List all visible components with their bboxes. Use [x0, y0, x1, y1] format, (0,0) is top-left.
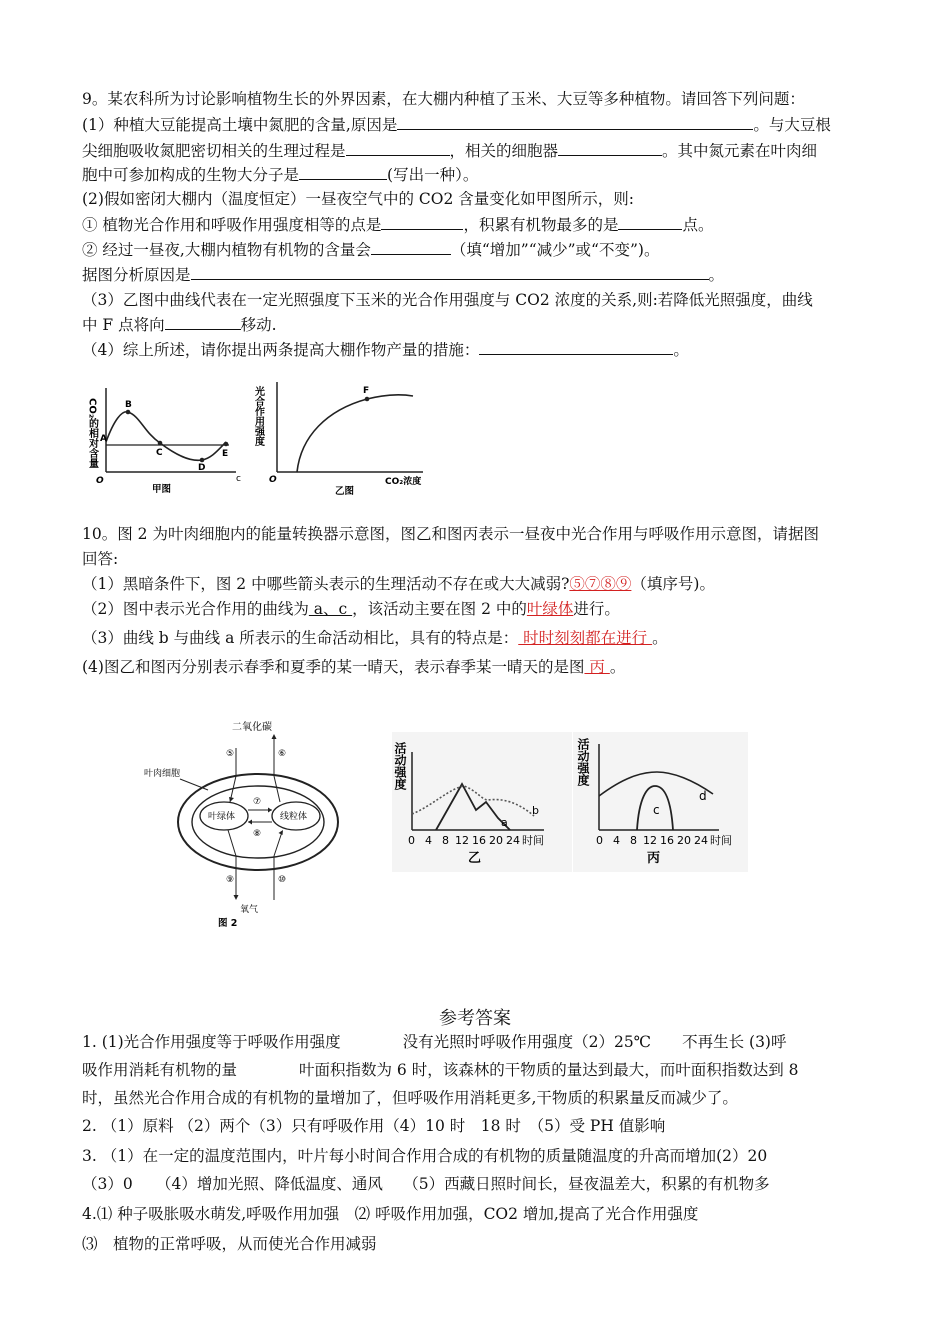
q9-line-11	[82, 338, 689, 361]
bing-ylabel: 活动强度	[576, 738, 590, 786]
yi-activity-label-a: a	[501, 816, 508, 829]
yi-activity-tick: 12	[455, 834, 469, 847]
q9-line-8	[82, 263, 724, 286]
q9-line-1: 9。某农科所为讨论影响植物生长的外界因素，在大棚内种植了玉米、大豆等多种植物。请回答下列问题：	[82, 90, 805, 108]
q10-text: （填序号)。	[631, 575, 715, 593]
jia-curve	[106, 412, 229, 461]
q10-text: ，该活动主要在图 2 中的	[352, 600, 527, 618]
q9-text: 据图分析原因是	[82, 266, 191, 284]
q9-text: 胞中可参加构成的生物大分子是	[82, 166, 300, 184]
q9-text: 尖细胞吸收氮肥密切相关的生理过程是	[82, 142, 346, 160]
q9-text: （填“增加”“减少”或“不变”)。	[450, 241, 660, 259]
q9-text: ① 植物光合作用和呼吸作用强度相等的点是	[82, 216, 382, 234]
fig2-num-10: ⑩	[278, 875, 287, 885]
jia-point-c	[158, 441, 163, 446]
answer-blank[interactable]	[346, 139, 450, 156]
bing-tick: 8	[630, 834, 637, 847]
q10-text: (4)图乙和图丙分别表示春季和夏季的某一晴天，表示春季某一晴天的是图	[82, 658, 585, 676]
answer-3-line-1: 3. （1）在一定的温度范围内，叶片每小时间合作用合成的有机物的质量随温度的升高而增加(2）20	[82, 1147, 768, 1165]
fig2-caption: 图 2	[218, 918, 238, 929]
q10-answer-2b: 叶绿体	[526, 600, 574, 618]
bing-tick: 20	[677, 834, 691, 847]
fig2-mitochondria-label: 线粒体	[280, 812, 308, 822]
fig2-cell-pointer	[180, 779, 208, 790]
fig2-cell-label: 叶肉细胞	[144, 769, 181, 779]
fig2-arrowhead-6	[272, 734, 277, 739]
fig2-arrowhead-8	[248, 820, 252, 825]
fig2-arrow-10-tail	[274, 832, 282, 856]
q10-text: （2）图中表示光合作用的曲线为	[82, 600, 309, 618]
yi-activity-tick: 8	[442, 834, 449, 847]
q9-line-9: （3）乙图中曲线代表在一定光照强度下玉米的光合作用强度与 CO2 浓度的关系,则:若降低光照强度，曲线	[82, 291, 813, 309]
jia-x-end: c	[236, 474, 241, 484]
yi-activity-tick: 24	[506, 834, 520, 847]
jia-point-d	[200, 458, 205, 463]
q9-text: 点。	[682, 216, 714, 234]
answer-1-line-1: 1. (1)光合作用强度等于呼吸作用强度 没有光照时呼吸作用强度（2）25℃ 不再生长 (3)呼	[82, 1033, 787, 1051]
q10-text: 进行。	[573, 600, 620, 618]
answer-blank[interactable]	[558, 139, 662, 156]
q10-line-5	[82, 627, 668, 649]
yi-co2-origin: O	[269, 475, 277, 485]
bing-tick: 4	[613, 834, 620, 847]
q9-text: 中 F 点将向	[82, 316, 165, 334]
answer-blank[interactable]	[371, 238, 451, 255]
yi-co2-curve	[297, 395, 413, 472]
q10-text: 。	[652, 629, 668, 647]
fig2-chloroplast-label: 叶绿体	[208, 812, 236, 822]
q9-text: ，相关的细胞器	[449, 142, 559, 160]
fig2-num-9: ⑨	[226, 875, 235, 885]
answer-4-line-2: ⑶ 植物的正常呼吸，从而使光合作用减弱	[82, 1235, 377, 1253]
yi-activity-ylabel: 活动强度	[393, 742, 407, 790]
answer-blank[interactable]	[381, 213, 463, 230]
yi-activity-tick: 20	[489, 834, 503, 847]
figure-2-cell-diagram	[140, 718, 365, 928]
yi-activity-background	[392, 732, 572, 872]
answer-blank[interactable]	[299, 163, 387, 180]
yi-co2-ylabel: 光合作用强度	[252, 386, 264, 446]
q10-text: （1）黑暗条件下，图 2 中哪些箭头表示的生理活动不存在或大大减弱?	[82, 575, 570, 593]
jia-point-e	[224, 442, 229, 447]
answer-blank[interactable]	[191, 263, 709, 280]
fig2-num-6: ⑥	[278, 749, 287, 759]
q9-text: ② 经过一昼夜,大棚内植物有机物的含量会	[82, 241, 371, 259]
bing-activity-figure	[573, 732, 748, 872]
fig2-arrowhead-9	[234, 895, 239, 900]
answer-blank[interactable]	[479, 338, 673, 355]
answer-blank[interactable]	[165, 313, 241, 330]
jia-origin: O	[96, 476, 104, 486]
jia-ylabel: CO₂的相对含量	[86, 398, 98, 469]
yi-activity-tick: 16	[472, 834, 486, 847]
fig2-num-8: ⑧	[253, 829, 262, 839]
bing-tick: 16	[660, 834, 674, 847]
q10-line-6	[82, 656, 625, 678]
q10-line-4	[82, 598, 620, 620]
q9-line-2	[82, 113, 831, 136]
fig2-arrow-9-tail	[228, 830, 236, 856]
yi-co2-xlabel: CO₂浓度	[385, 477, 422, 487]
bing-label-c: c	[653, 803, 660, 817]
q9-line-6	[82, 213, 713, 236]
jia-figure	[86, 380, 246, 495]
yi-co2-figure	[252, 378, 440, 498]
q10-answer-1: ⑤⑦⑧⑨	[569, 575, 632, 593]
yi-activity-tick: 4	[425, 834, 432, 847]
q10-line-2: 回答:	[82, 550, 119, 568]
q9-line-10	[82, 313, 277, 336]
yi-activity-label-b: b	[532, 804, 539, 817]
yi-activity-tick: 0	[408, 834, 415, 847]
yi-activity-caption: 乙	[468, 851, 482, 866]
bing-caption: 丙	[647, 851, 661, 866]
q10-line-3	[82, 573, 715, 595]
jia-label-c: C	[156, 448, 163, 458]
q9-line-3	[82, 139, 817, 162]
answer-blank[interactable]	[618, 213, 682, 230]
q9-text: 。与大豆根	[753, 116, 831, 134]
fig2-num-5: ⑤	[226, 749, 235, 759]
answer-4-line-1: 4.⑴ 种子吸胀吸水萌发,呼吸作用加强 ⑵ 呼吸作用加强，CO2 增加,提高了光合作用强度	[82, 1205, 699, 1223]
q10-answer-2: a、c	[308, 600, 353, 618]
q9-text: (写出一种）。	[387, 166, 479, 184]
jia-point-b	[126, 410, 131, 415]
q9-text: 。	[673, 341, 689, 359]
bing-tick: 0	[596, 834, 603, 847]
bing-xunit: 时间	[710, 834, 732, 847]
q9-text: (1）种植大豆能提高土壤中氮肥的含量,原因是	[82, 116, 398, 134]
q9-text: 。	[708, 266, 725, 284]
q10-answer-4: 丙	[584, 658, 610, 676]
q9-text: 移动.	[240, 316, 277, 334]
bing-label-d: d	[699, 789, 707, 803]
bing-tick: 24	[694, 834, 708, 847]
q10-text: 。	[609, 658, 626, 676]
q10-answer-3: 时时刻刻都在进行	[518, 629, 653, 647]
yi-activity-figure	[392, 732, 572, 872]
jia-label-e: E	[222, 449, 229, 459]
fig2-num-7: ⑦	[253, 797, 262, 807]
q10-text: （3）曲线 b 与曲线 a 所表示的生命活动相比，具有的特点是：	[82, 629, 519, 647]
fig2-arrow-6-tail	[274, 776, 280, 802]
yi-co2-label-f: F	[363, 386, 370, 396]
answer-1-line-3: 时，虽然光合作用合成的有机物的量增加了，但呼吸作用消耗更多,干物质的积累量反而减少了。	[82, 1089, 738, 1107]
jia-label-d: D	[198, 463, 206, 473]
answer-2: 2. （1）原料 （2）两个（3）只有呼吸作用（4）10 时 18 时 （5）受 PH 值影响	[82, 1117, 666, 1135]
yi-co2-point-f	[365, 397, 370, 402]
yi-activity-xunit: 时间	[522, 834, 544, 847]
q9-text: ，积累有机物最多的是	[463, 216, 619, 234]
bing-tick: 12	[643, 834, 657, 847]
q9-line-4	[82, 163, 478, 186]
q10-line-1: 10。图 2 为叶肉细胞内的能量转换器示意图，图乙和图丙表示一昼夜中光合作用与呼吸作用示意图，请据图	[82, 525, 819, 543]
answers-title: 参考答案	[439, 1008, 511, 1029]
q9-text: （4）综上所述，请你提出两条提高大棚作物产量的措施：	[82, 341, 480, 359]
fig2-arrowhead-7	[268, 808, 272, 813]
jia-caption: 甲图	[152, 484, 172, 495]
yi-co2-caption: 乙图	[335, 486, 355, 497]
fig2-oxygen-label: 氧气	[240, 905, 259, 915]
q9-line-7	[82, 238, 659, 261]
answer-1-line-2: 吸作用消耗有机物的量 叶面积指数为 6 时，该森林的干物质的量达到最大，而叶面积指数达到 8	[82, 1061, 799, 1079]
answer-3-line-2: （3）0 （4）增加光照、降低温度、通风 （5）西藏日照时间长，昼夜温差大，积累的有机物多	[82, 1175, 770, 1193]
q9-text: 。其中氮元素在叶肉细	[662, 142, 818, 160]
q9-line-5: (2)假如密闭大棚内（温度恒定）一昼夜空气中的 CO2 含量变化如甲图所示，则:	[82, 190, 634, 208]
jia-label-b: B	[125, 400, 132, 410]
fig2-co2-label: 二氧化碳	[232, 722, 272, 733]
jia-label-a: A	[100, 434, 107, 444]
answer-blank[interactable]	[397, 113, 753, 130]
